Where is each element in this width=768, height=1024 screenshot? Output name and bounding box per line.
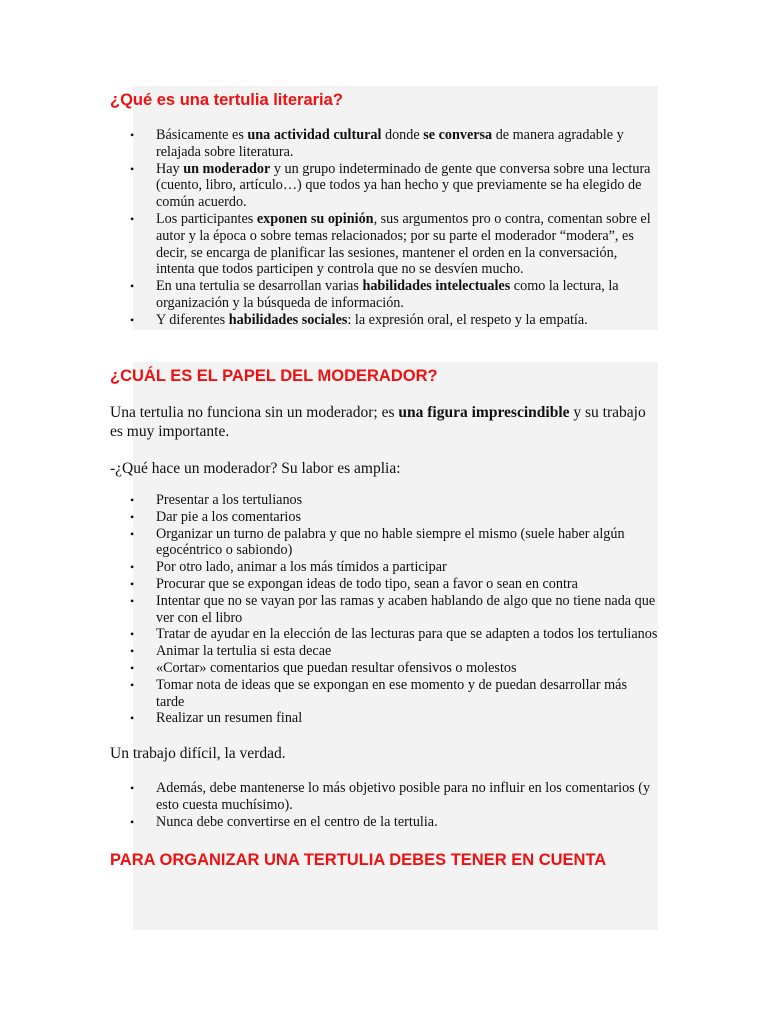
list-item: • Procurar que se expongan ideas de todo tipo, sean a favor o sean en contra — [128, 576, 658, 593]
extra-notes-list — [128, 780, 658, 830]
list-item: • «Cortar» comentarios que puedan resultar ofensivos o molestos — [128, 660, 658, 677]
list-item: • Organizar un turno de palabra y que no hable siempre el mismo (suele haber algún egocéntrico o sabiondo) — [128, 526, 658, 560]
list-item: • Y diferentes habilidades sociales: la expresión oral, el respeto y la empatía. — [128, 312, 658, 329]
list-item: • Los participantes exponen su opinión, sus argumentos pro o contra, comentan sobre el autor y la época o sobre temas relacionados; por su parte el moderador “modera”, es decir, se encarga de planificar las sesiones, mantener el orden en la conversación, intenta que todos participen y controla que no se desvíen mucho. — [128, 211, 658, 278]
list-item: • Tratar de ayudar en la elección de las lecturas para que se adapten a todos los tertulianos — [128, 626, 658, 643]
list-item: • Además, debe mantenerse lo más objetivo posible para no influir en los comentarios (y esto cuesta muchísimo). — [128, 780, 658, 814]
list-item: • Nunca debe convertirse en el centro de la tertulia. — [128, 814, 658, 831]
list-item: • Intentar que no se vayan por las ramas y acaben hablando de algo que no tiene nada que ver con el libro — [128, 593, 658, 627]
section-title-2: ¿CUÁL ES EL PAPEL DEL MODERADOR? — [110, 367, 438, 385]
list-item: • En una tertulia se desarrollan varias habilidades intelectuales como la lectura, la organización y la búsqueda de información. — [128, 278, 658, 312]
list-item: • Presentar a los tertulianos — [128, 492, 658, 509]
intro-paragraph: Una tertulia no funciona sin un moderador; es una figura imprescindible y su trabajo es muy importante. — [110, 404, 646, 440]
list-item: • Por otro lado, animar a los más tímidos a participar — [128, 559, 658, 576]
question-paragraph: -¿Qué hace un moderador? Su labor es amplia: — [110, 460, 401, 477]
moderator-tasks-list — [128, 492, 658, 727]
list-item: • Tomar nota de ideas que se expongan en ese momento y de puedan desarrollar más tarde — [128, 677, 658, 711]
conclusion-paragraph: Un trabajo difícil, la verdad. — [110, 745, 286, 762]
list-item: • Hay un moderador y un grupo indeterminado de gente que conversa sobre una lectura (cuento, libro, artículo…) que todos ya han hecho y que previamente se ha elegido de común acuerdo. — [128, 161, 658, 211]
section-title-1: ¿Qué es una tertulia literaria? — [110, 91, 343, 109]
definition-list — [128, 127, 658, 329]
section-title-3: PARA ORGANIZAR UNA TERTULIA DEBES TENER EN CUENTA — [110, 851, 607, 869]
list-item: • Animar la tertulia si esta decae — [128, 643, 658, 660]
list-item: • Realizar un resumen final — [128, 710, 658, 727]
list-item: • Dar pie a los comentarios — [128, 509, 658, 526]
list-item: • Básicamente es una actividad cultural donde se conversa de manera agradable y relajada sobre literatura. — [128, 127, 658, 161]
